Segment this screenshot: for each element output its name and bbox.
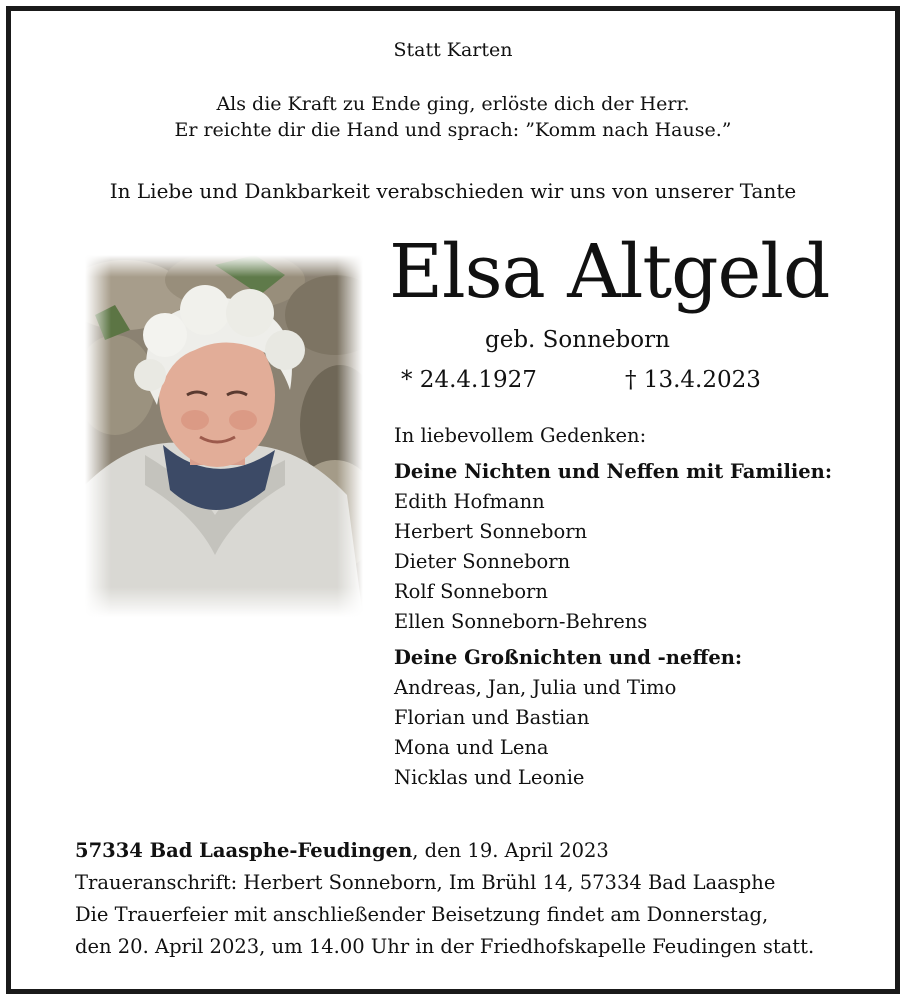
mourners-intro: In liebevollem Gedenken: <box>394 424 647 447</box>
death-date: † 13.4.2023 <box>625 367 761 393</box>
place-date-line <box>75 835 885 867</box>
statt-karten: Statt Karten <box>393 39 513 61</box>
birth-name: geb. Sonneborn <box>485 327 670 353</box>
obituary-frame <box>6 6 900 994</box>
mourner-name: Edith Hofmann <box>394 490 545 513</box>
mourners-list <box>394 421 884 793</box>
photo-vignette <box>85 255 363 617</box>
birth-date: * 24.4.1927 <box>401 367 537 393</box>
mourner-name: Ellen Sonneborn-Behrens <box>394 610 648 633</box>
verse-line-1: Als die Kraft zu Ende ging, erlöste dich der Herr. <box>216 93 690 115</box>
mourner-name: Andreas, Jan, Julia und Timo <box>394 676 677 699</box>
mourner-name: Herbert Sonneborn <box>394 520 588 543</box>
deceased-name: Elsa Altgeld <box>389 229 830 315</box>
mourning-address: Traueranschrift: Herbert Sonneborn, Im Brühl 14, 57334 Bad Laasphe <box>75 871 776 894</box>
footer-info <box>75 835 885 963</box>
mourner-name: Dieter Sonneborn <box>394 550 571 573</box>
intro-text: In Liebe und Dankbarkeit verabschieden wir uns von unserer Tante <box>109 179 797 203</box>
mourner-name: Nicklas und Leonie <box>394 766 585 789</box>
mourner-name: Florian und Bastian <box>394 706 590 729</box>
ceremony-line-2: den 20. April 2023, um 14.00 Uhr in der Friedhofskapelle Feudingen statt. <box>75 935 815 958</box>
place: 57334 Bad Laasphe-Feudingen <box>75 839 413 862</box>
date: , den 19. April 2023 <box>412 839 609 862</box>
group1-heading: Deine Nichten und Neffen mit Familien: <box>394 460 833 483</box>
mourner-name: Mona und Lena <box>394 736 549 759</box>
portrait-photo <box>85 255 363 617</box>
mourner-name: Rolf Sonneborn <box>394 580 548 603</box>
verse-line-2: Er reichte dir die Hand und sprach: ”Komm nach Hause.” <box>174 119 732 141</box>
group2-heading: Deine Großnichten und -neffen: <box>394 646 743 669</box>
ceremony-line-1: Die Trauerfeier mit anschließender Beisetzung findet am Donnerstag, <box>75 903 769 926</box>
